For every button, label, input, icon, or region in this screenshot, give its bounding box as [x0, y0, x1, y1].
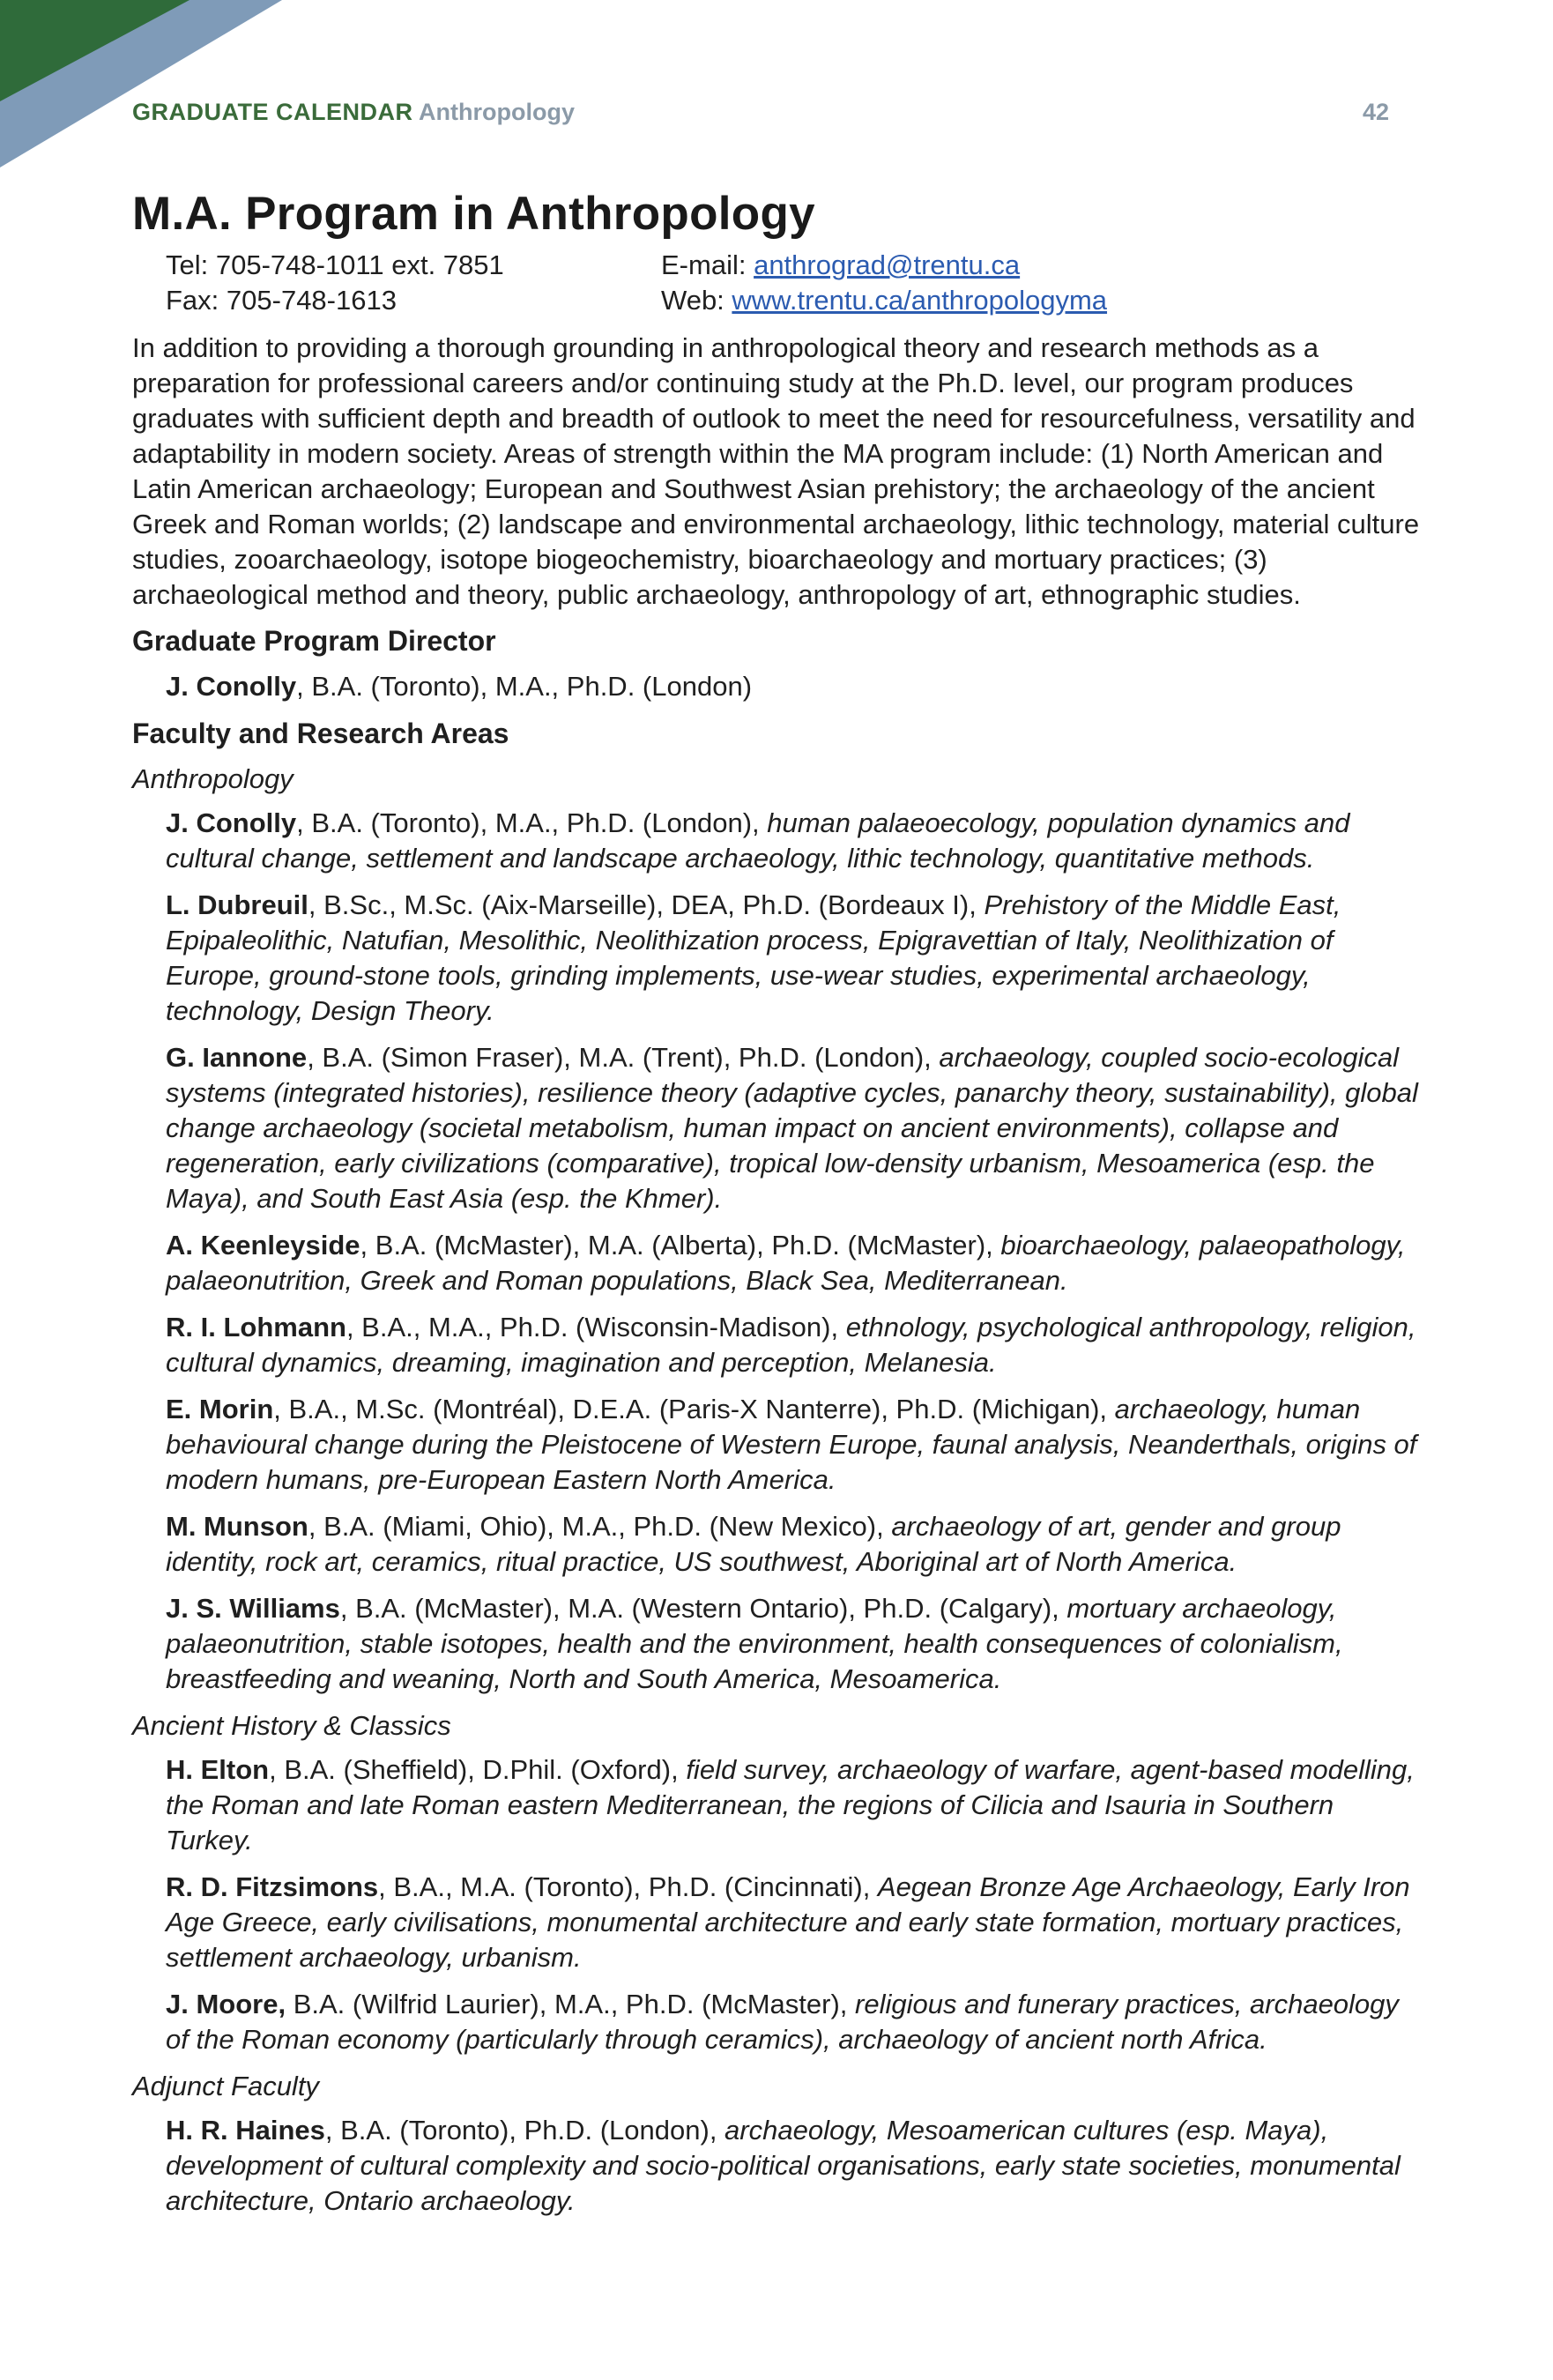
faculty-credentials: B.A. (Wilfrid Laurier), M.A., Ph.D. (McMaster), [286, 1989, 856, 2019]
faculty-name: G. Iannone [166, 1042, 308, 1073]
email-line [661, 248, 1107, 283]
running-header [132, 99, 1389, 126]
faculty-entry [166, 1040, 1428, 1216]
faculty-entry [166, 1870, 1428, 1975]
faculty-entry [166, 1509, 1428, 1580]
faculty-credentials: , B.A. (Toronto), M.A., Ph.D. (London), [296, 807, 768, 838]
faculty-group-label: Anthropology [132, 763, 294, 794]
calendar-label: GRADUATE CALENDAR [132, 99, 413, 125]
faculty-entry [166, 1228, 1428, 1298]
faculty-credentials: , B.A., M.A., Ph.D. (Wisconsin-Madison), [346, 1312, 846, 1342]
faculty-name: H. Elton [166, 1754, 270, 1785]
faculty-research-areas: mortuary archaeology, palaeonutrition, stable isotopes, health and the environment, health consequences of colonialism, breastfeeding and weaning, North and South America, Mesoamerica. [166, 1593, 1343, 1694]
contact-block [166, 248, 1428, 318]
faculty-credentials: , B.A. (Toronto), Ph.D. (London), [324, 2115, 725, 2146]
faculty-credentials: , B.A., M.Sc. (Montréal), D.E.A. (Paris-X Nanterre), Ph.D. (Michigan), [273, 1394, 1115, 1424]
faculty-credentials: , B.A. (Sheffield), D.Phil. (Oxford), [269, 1754, 687, 1785]
web-link[interactable]: www.trentu.ca/anthropologyma [732, 285, 1108, 316]
intro-paragraph: In addition to providing a thorough grounding in anthropological theory and research methods as a preparation for professional careers and/or continuing study at the Ph.D. level, our program produces graduates with sufficient depth and breadth of outlook to meet the need for resourcefulness, versatility and adaptability in modern society. Areas of strength within the MA program include: (1) North American and Latin American archaeology; European and Southwest Asian prehistory; the archaeology of the ancient Greek and Roman worlds; (2) landscape and environmental archaeology, lithic technology, material culture studies, zooarchaeology, isotope biogeochemistry, bioarchaeology and mortuary practices; (3) archaeological method and theory, public archaeology, anthropology of art, ethnographic studies. [132, 332, 1420, 610]
tel-line: Tel: 705-748-1011 ext. 7851 [166, 249, 504, 280]
faculty-entry [166, 1392, 1428, 1498]
faculty-research-areas: archaeology, Mesoamerican cultures (esp. Maya), development of cultural complexity and socio-political organisations, early state societies, monumental architecture, Ontario archaeology. [166, 2115, 1401, 2216]
corner-decoration [0, 0, 282, 167]
section-label: Anthropology [419, 99, 575, 125]
faculty-entry [166, 1591, 1428, 1697]
faculty-entry [166, 1310, 1428, 1380]
fax-line: Fax: 705-748-1613 [166, 285, 397, 316]
web-label: Web: [661, 285, 732, 316]
faculty-research-areas: human palaeoecology, population dynamics and cultural change, settlement and landscape archaeology, lithic technology, quantitative methods. [166, 807, 1350, 874]
faculty-credentials: , B.A. (McMaster), M.A. (Western Ontario), Ph.D. (Calgary), [339, 1593, 1067, 1624]
faculty-name: J. Conolly [166, 807, 297, 838]
faculty-entry [166, 1752, 1428, 1858]
faculty-entry [166, 2113, 1428, 2219]
faculty-credentials: , B.A. (McMaster), M.A. (Alberta), Ph.D. (McMaster), [360, 1230, 1001, 1261]
faculty-research-areas: Aegean Bronze Age Archaeology, Early Iron Age Greece, early civilisations, monumental architecture and early state formation, mortuary practices, settlement archaeology, urbanism. [166, 1871, 1410, 1973]
faculty-research-areas: religious and funerary practices, archaeology of the Roman economy (particularly through ceramics), archaeology of ancient north Africa. [166, 1989, 1399, 2055]
email-label: E-mail: [661, 249, 754, 280]
faculty-group-label: Ancient History & Classics [132, 1710, 451, 1741]
faculty-research-areas: bioarchaeology, palaeopathology, palaeonutrition, Greek and Roman populations, Black Sea, Mediterranean. [166, 1230, 1406, 1296]
faculty-entry [166, 888, 1428, 1029]
faculty-research-areas: field survey, archaeology of warfare, agent-based modelling, the Roman and late Roman eastern Mediterranean, the regions of Cilicia and Isauria in Southern Turkey. [166, 1754, 1415, 1856]
faculty-research-areas: ethnology, psychological anthropology, religion, cultural dynamics, dreaming, imagination and perception, Melanesia. [166, 1312, 1416, 1378]
faculty-credentials: , B.A., M.A. (Toronto), Ph.D. (Cincinnati), [378, 1871, 878, 1902]
faculty-credentials: , B.A. (Miami, Ohio), M.A., Ph.D. (New Mexico), [308, 1511, 892, 1542]
faculty-credentials: , B.A. (Simon Fraser), M.A. (Trent), Ph.D. (London), [307, 1042, 940, 1073]
faculty-name: R. I. Lohmann [166, 1312, 346, 1342]
faculty-name: A. Keenleyside [166, 1230, 360, 1261]
faculty-research-areas: archaeology, human behavioural change during the Pleistocene of Western Europe, faunal analysis, Neanderthals, origins of modern humans, pre-European Eastern North America. [166, 1394, 1417, 1495]
faculty-group-label: Adjunct Faculty [132, 2071, 319, 2101]
director-entry [166, 669, 1428, 704]
faculty-name: R. D. Fitzsimons [166, 1871, 379, 1902]
director-name: J. Conolly [166, 671, 297, 702]
faculty-name: M. Munson [166, 1511, 308, 1542]
director-credentials: , B.A. (Toronto), M.A., Ph.D. (London) [296, 671, 753, 702]
page-title: M.A. Program in Anthropology [132, 188, 815, 240]
faculty-research-areas: archaeology, coupled socio-ecological systems (integrated histories), resilience theory (adaptive cycles, panarchy theory, sustainability), global change archaeology (societal metabolism, human impact on ancient environments), collapse and regeneration, early civilizations (comparative), tropical low-density urbanism, Mesoamerica (esp. the Maya), and South East Asia (esp. the Khmer). [166, 1042, 1418, 1214]
email-link[interactable]: anthrograd@trentu.ca [754, 249, 1021, 280]
web-line [661, 283, 1107, 318]
faculty-groups [132, 762, 1428, 2219]
director-heading: Graduate Program Director [132, 625, 496, 657]
faculty-heading: Faculty and Research Areas [132, 718, 509, 749]
faculty-name: L. Dubreuil [166, 889, 308, 920]
faculty-credentials: , B.Sc., M.Sc. (Aix-Marseille), DEA, Ph.D. (Bordeaux I), [308, 889, 985, 920]
faculty-name: H. R. Haines [166, 2115, 325, 2146]
faculty-entry [166, 806, 1428, 876]
faculty-name: J. S. Williams [166, 1593, 340, 1624]
page-content [132, 187, 1428, 2230]
faculty-research-areas: archaeology of art, gender and group identity, rock art, ceramics, ritual practice, US southwest, Aboriginal art of North America. [166, 1511, 1341, 1577]
faculty-entry [166, 1987, 1428, 2057]
faculty-name: E. Morin [166, 1394, 274, 1424]
faculty-name: J. Moore, [166, 1989, 286, 2019]
faculty-research-areas: Prehistory of the Middle East, Epipaleolithic, Natufian, Mesolithic, Neolithization process, Epigravettian of Italy, Neolithization of Europe, ground-stone tools, grinding implements, use-wear studies, experimental archaeology, technology, Design Theory. [166, 889, 1341, 1026]
page-number: 42 [1362, 99, 1389, 125]
